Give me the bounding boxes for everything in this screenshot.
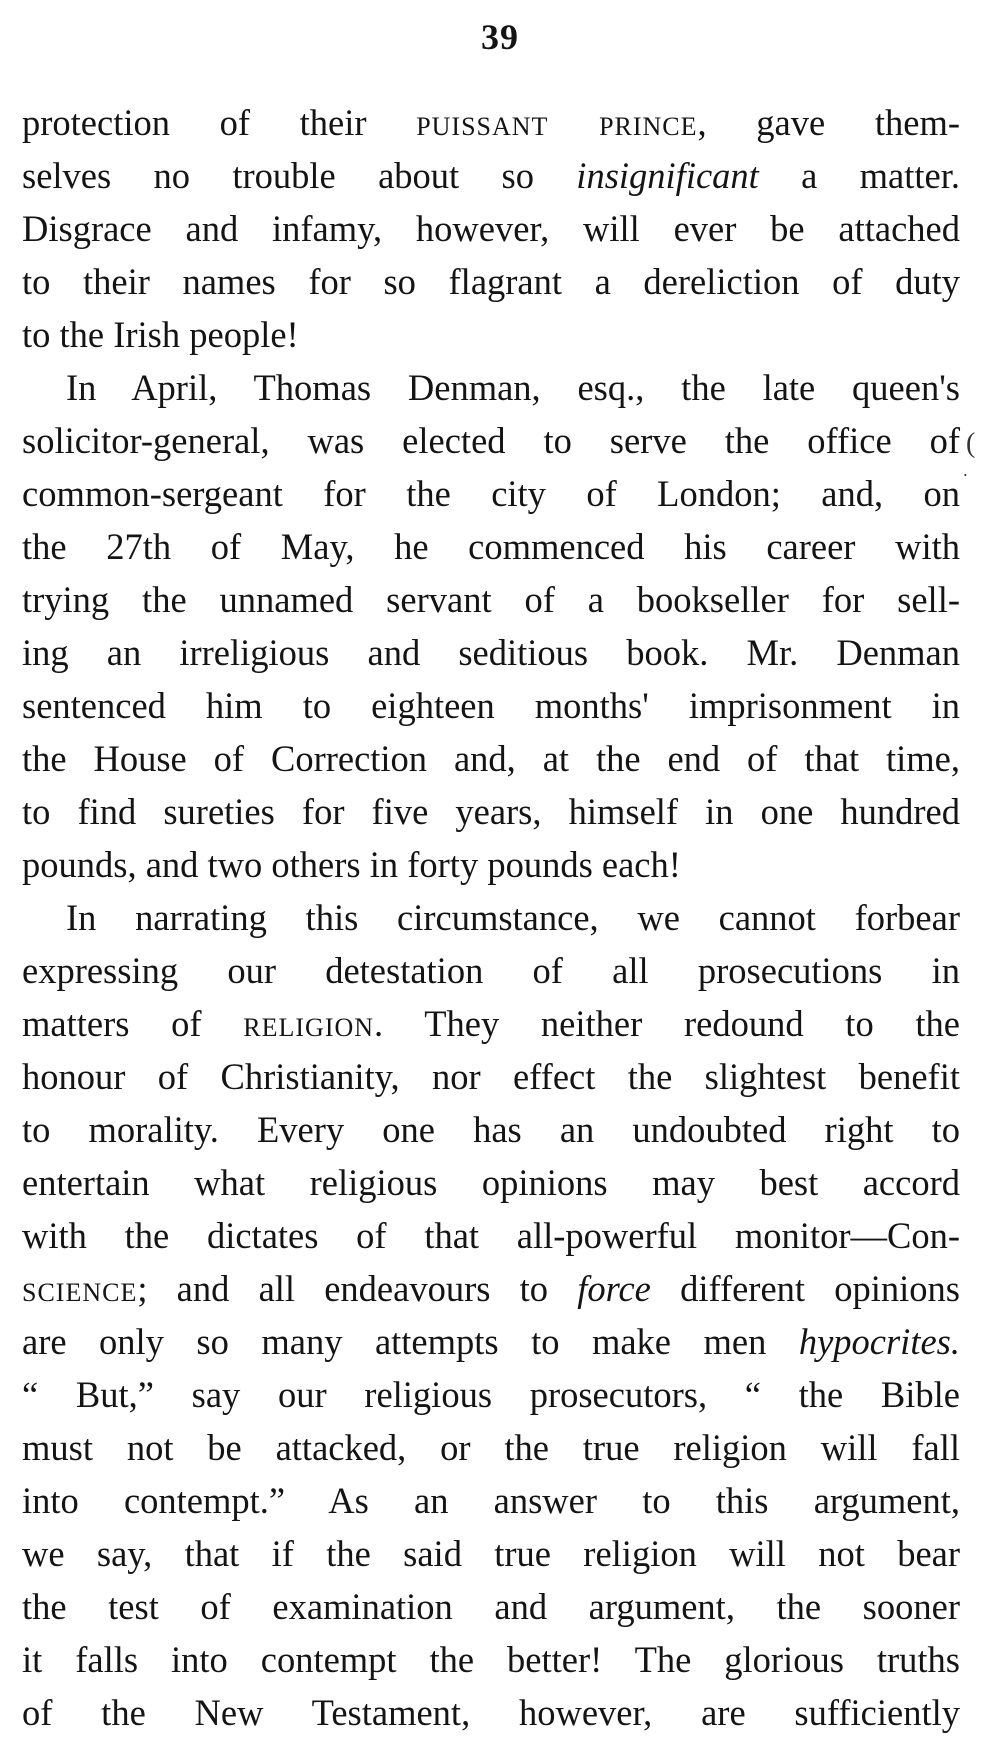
- text-segment: matters of: [22, 1003, 244, 1044]
- text-segment: must not be attacked, or the true religion will fall: [22, 1427, 960, 1468]
- text-line: [22, 1474, 960, 1527]
- text-line: [22, 520, 960, 573]
- text-line: [22, 149, 960, 202]
- text-line: [22, 1262, 960, 1315]
- text-line: [22, 1421, 960, 1474]
- text-segment: In April, Thomas Denman, esq., the late queen's: [66, 367, 960, 408]
- text-line: [22, 361, 960, 414]
- text-segment: to find sureties for five years, himself in one hundred: [22, 791, 960, 832]
- text-line: [22, 414, 960, 467]
- text-line: [22, 1527, 960, 1580]
- text-segment: solicitor-general, was elected to serve the office of: [22, 420, 960, 461]
- margin-dot-mark: ˙: [962, 470, 969, 492]
- text-segment: ; and all endeavours to: [137, 1268, 578, 1309]
- text-line: [22, 255, 960, 308]
- text-segment: selves no trouble about so: [22, 155, 577, 196]
- text-segment: entertain what religious opinions may best accord: [22, 1162, 960, 1203]
- text-line: [22, 944, 960, 997]
- text-segment: ing an irreligious and seditious book. Mr. Denman: [22, 632, 960, 673]
- text-segment: . They neither redound to the: [374, 1003, 961, 1044]
- text-segment: with the dictates of that all-powerful monitor—Con-: [22, 1215, 960, 1256]
- small-caps-text: religion: [243, 1003, 375, 1044]
- text-line: [22, 1315, 960, 1368]
- text-segment: , gave them-: [697, 102, 960, 143]
- italic-text: hypocrites.: [798, 1321, 960, 1362]
- text-line: [22, 891, 960, 944]
- page-number: 39: [481, 17, 519, 57]
- text-segment: it falls into contempt the better! The glorious truths: [22, 1639, 960, 1680]
- text-line: [22, 1368, 960, 1421]
- text-segment: of the New Testament, however, are sufficiently: [22, 1692, 960, 1733]
- text-segment: different opinions: [650, 1268, 960, 1309]
- text-segment: expressing our detestation of all prosecutions in: [22, 950, 960, 991]
- text-line: [22, 308, 960, 361]
- text-line: [22, 997, 960, 1050]
- text-line: [22, 838, 960, 891]
- text-segment: into contempt.” As an answer to this argument,: [22, 1480, 960, 1521]
- text-line: [22, 1209, 960, 1262]
- text-segment: protection of their: [22, 102, 417, 143]
- text-line: [22, 1050, 960, 1103]
- text-line: [22, 1686, 960, 1739]
- text-line: [22, 1633, 960, 1686]
- text-line: [22, 1103, 960, 1156]
- text-segment: are only so many attempts to make men: [22, 1321, 799, 1362]
- text-line: [22, 202, 960, 255]
- text-segment: pounds, and two others in forty pounds each!: [22, 844, 681, 885]
- text-line: [22, 626, 960, 679]
- italic-text: insignificant: [576, 155, 759, 196]
- text-segment: to their names for so flagrant a dereliction of duty: [22, 261, 960, 302]
- text-segment: a matter.: [758, 155, 960, 196]
- text-segment: honour of Christianity, nor effect the slightest benefit: [22, 1056, 960, 1097]
- text-segment: common-sergeant for the city of London; and, on: [22, 473, 960, 514]
- margin-bracket-mark: (: [966, 428, 976, 459]
- text-line: [22, 732, 960, 785]
- text-segment: to the Irish people!: [22, 314, 299, 355]
- text-line: [22, 679, 960, 732]
- text-line: [22, 1580, 960, 1633]
- text-segment: to morality. Every one has an undoubted right to: [22, 1109, 960, 1150]
- body-text: [22, 96, 960, 1739]
- text-line: [22, 573, 960, 626]
- text-segment: sentenced him to eighteen months' imprisonment in: [22, 685, 960, 726]
- small-caps-text: puissant prince: [416, 102, 698, 143]
- text-segment: the House of Correction and, at the end of that time,: [22, 738, 960, 779]
- text-line: [22, 785, 960, 838]
- text-segment: In narrating this circumstance, we cannot forbear: [66, 897, 960, 938]
- text-segment: Disgrace and infamy, however, will ever be attached: [22, 208, 960, 249]
- italic-text: force: [577, 1268, 651, 1309]
- text-segment: trying the unnamed servant of a bookseller for sell-: [22, 579, 960, 620]
- text-segment: “ But,” say our religious prosecutors, “ the Bible: [22, 1374, 960, 1415]
- text-segment: the test of examination and argument, the sooner: [22, 1586, 960, 1627]
- text-line: [22, 467, 960, 520]
- small-caps-text: science: [22, 1268, 138, 1309]
- text-line: [22, 1156, 960, 1209]
- text-segment: we say, that if the said true religion will not bear: [22, 1533, 960, 1574]
- text-segment: the 27th of May, he commenced his career with: [22, 526, 960, 567]
- text-line: [22, 96, 960, 149]
